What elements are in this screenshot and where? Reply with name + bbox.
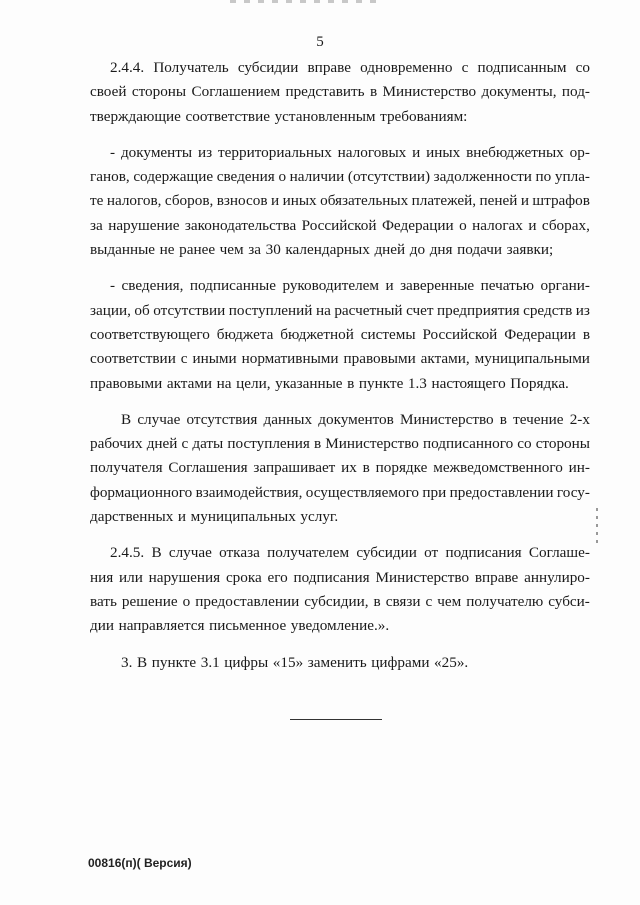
text-line: 2.4.4. Получатель субсидии вправе одновременно с подписанным со — [110, 59, 590, 76]
scan-edge-marks — [596, 508, 598, 544]
paragraph-p-3 — [90, 651, 590, 675]
text-line: получателя Соглашения запрашивает их в порядке межведомственного ин- — [90, 459, 590, 477]
text-line: ганов, содержащие сведения о наличии (отсутствии) задолженности по упла- — [90, 168, 590, 186]
text-line: те налогов, сборов, взносов и иных обязательных платежей, пеней и штрафов — [90, 192, 590, 210]
text-line: дии направляется письменное уведомление.». — [90, 617, 390, 635]
text-line: 2.4.5. В случае отказа получателем субсидии от подписания Соглаше- — [110, 544, 590, 562]
paragraph-gap — [90, 262, 590, 274]
paragraph-gap — [90, 396, 590, 408]
text-line: зации, об отсутствии поступлений на расчетный счет предприятия средств из — [90, 301, 590, 319]
paragraph-gap — [90, 639, 590, 651]
text-line: - документы из территориальных налоговых и иных внебюджетных ор- — [110, 143, 590, 161]
text-line: выданные не ранее чем за 30 календарных дней до дня подачи заявки; — [90, 241, 554, 259]
text-line: за нарушение законодательства Российской Федерации о налогах и сборах, — [90, 216, 590, 234]
paragraph-gap — [90, 129, 590, 141]
text-line: соответствующего бюджета бюджетной системы Российской Федерации в — [90, 325, 590, 343]
document-body — [90, 56, 590, 675]
text-line: - сведения, подписанные руководителем и заверенные печатью органи- — [110, 277, 590, 295]
text-line: В случае отсутствия данных документов Министерство в течение 2-х — [121, 410, 590, 428]
text-line: тверждающие соответствие установленным требованиям: — [90, 107, 468, 125]
paragraph-p-2-4-5 — [90, 541, 590, 638]
page-number: 5 — [316, 34, 324, 50]
text-line: своей стороны Соглашением представить в Министерство документы, под- — [90, 83, 590, 101]
text-line: дарственных и муниципальных услуг. — [90, 508, 339, 526]
text-line: 3. В пункте 3.1 цифры «15» заменить цифрами «25». — [121, 653, 469, 671]
text-line: вать решение о предоставлении субсидии, в связи с чем получателю субси- — [90, 592, 590, 610]
scan-artifact — [230, 0, 380, 3]
text-line: соответствии с иными нормативными правовыми актами, муниципальными — [90, 350, 590, 368]
paragraph-p-info — [90, 274, 590, 395]
paragraph-p-tax-docs — [90, 141, 590, 262]
text-line: формационного взаимодействия, осуществляемого при предоставлении госу- — [90, 483, 590, 501]
paragraph-p-2-4-4 — [90, 56, 590, 129]
paragraph-p-absence — [90, 408, 590, 529]
paragraph-gap — [90, 529, 590, 541]
text-line: рабочих дней с даты поступления в Министерство подписанного со стороны — [90, 435, 590, 453]
footer-version: 00816(п)( Версия) — [88, 856, 192, 870]
text-line: правовыми актами на цели, указанные в пункте 1.3 настоящего Порядка. — [90, 374, 569, 392]
text-line: ния или нарушения срока его подписания Министерство вправе аннулиро- — [90, 568, 590, 586]
separator-line — [290, 719, 382, 720]
